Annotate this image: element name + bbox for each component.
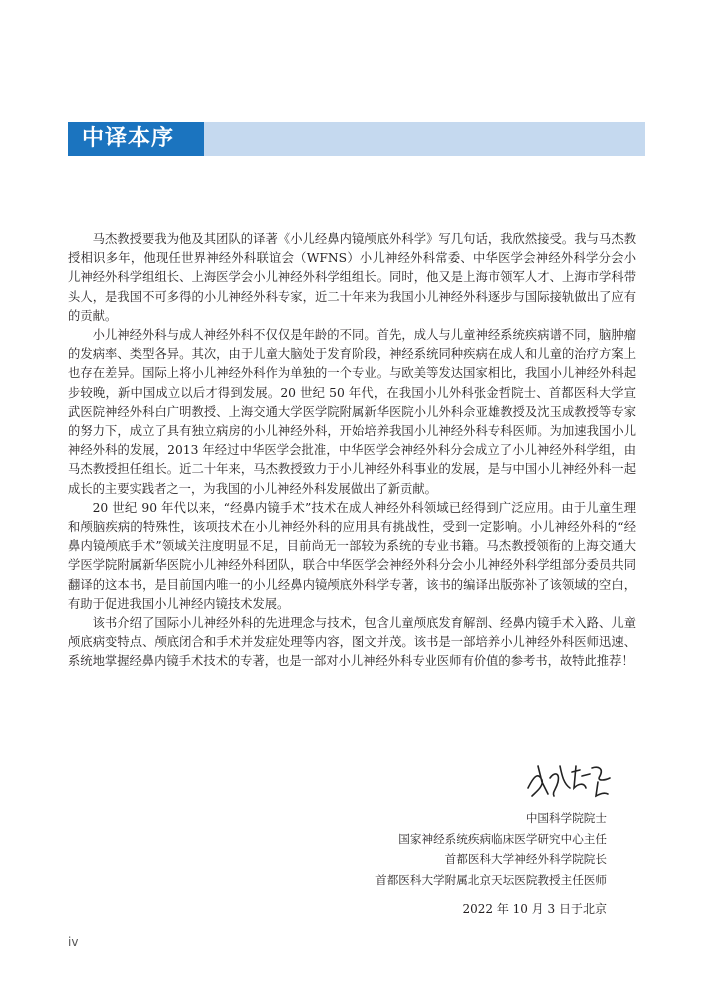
paragraph-3: 20 世纪 90 年代以来，“经鼻内镜手术”技术在成人神经外科领域已经得到广泛应用。由于儿童生理和颅脑疾病的特殊性，该项技术在小儿神经外科的应用具有挑战性，受到一定影响。小儿神经外科的“经鼻内镜颅底手术”领域关注度明显不足，目前尚无一部较为系统的专业书籍。马杰教授领衔的上海交通大学医学院附属新华医院小儿神经外科团队，联合中华医学会神经外科分会小儿神经外科学组部分委员共同翻译的这本书，是目前国内唯一的小儿经鼻内镜颅底外科学专著，该书的编译出版弥补了该领域的空白，有助于促进我国小儿神经内镜技术发展。: [68, 500, 636, 611]
signature-line-2: 国家神经系统疾病临床医学研究中心主任: [398, 831, 607, 846]
signature-line-4: 首都医科大学附属北京天坛医院教授主任医师: [375, 872, 607, 887]
preface-body: [68, 230, 636, 672]
paragraph-4: 该书介绍了国际小儿神经外科的先进理念与技术，包含儿童颅底发育解剖、经鼻内镜手术入路、儿童颅底病变特点、颅底闭合和手术并发症处理等内容，图文并茂。该书是一部培养小儿神经外科医师迅速、系统地掌握经鼻内镜手术技术的专著，也是一部对小儿神经外科专业医师有价值的参考书，故特此推荐！: [68, 616, 636, 669]
signature-line-1: 中国科学院院士: [525, 811, 607, 825]
page-title: 中译本序: [82, 126, 175, 151]
signature-block: [375, 808, 607, 890]
date-line: 2022 年 10 月 3 日于北京: [462, 902, 607, 916]
heading-box: [68, 122, 204, 156]
paragraph-2: 小儿神经外科与成人神经外科不仅仅是年龄的不同。首先，成人与儿童神经系统疾病谱不同，脑肿瘤的发病率、类型各异。其次，由于儿童大脑处于发育阶段，神经系统同种疾病在成人和儿童的治疗方案上也存在差异。国际上将小儿神经外科作为单独的一个专业。与欧美等发达国家相比，我国小儿神经外科起步较晚，新中国成立以后才得到发展。20 世纪 50 年代，在我国小儿外科张金哲院士、首都医科大学宣武医院神经外科白广明教授、上海交通大学医学院附属新华医院小儿外科佘亚雄教授及沈玉成教授等专家的努力下，成立了具有独立病房的小儿神经外科，开始培养我国小儿神经外科专科医师。为加速我国小儿神经外科的发展，2013 年经过中华医学会批准，中华医学会神经外科分会成立了小儿神经外科学组，由马杰教授担任组长。近二十年来，马杰教授致力于小儿神经外科事业的发展，是与中国小儿神经外科一起成长的主要实践者之一，为我国的小儿神经外科发展做出了新贡献。: [68, 328, 636, 496]
page-number: iv: [68, 935, 79, 949]
signature-line-3: 首都医科大学神经外科学院院长: [444, 852, 607, 866]
heading-bar: [68, 122, 645, 156]
paragraph-1: 马杰教授要我为他及其团队的译著《小儿经鼻内镜颅底外科学》写几句话，我欣然接受。我与马杰教授相识多年，他现任世界神经外科联谊会（WFNS）小儿神经外科常委、中华医学会神经外科学分会小儿神经外科学组组长、上海医学会小儿神经外科学组组长。同时，他又是上海市领军人才、上海市学科带头人，是我国不可多得的小儿神经外科专家，近二十年来为我国小儿神经外科逐步与国际接轨做出了应有的贡献。: [68, 232, 636, 323]
handwritten-signature: [524, 758, 614, 804]
